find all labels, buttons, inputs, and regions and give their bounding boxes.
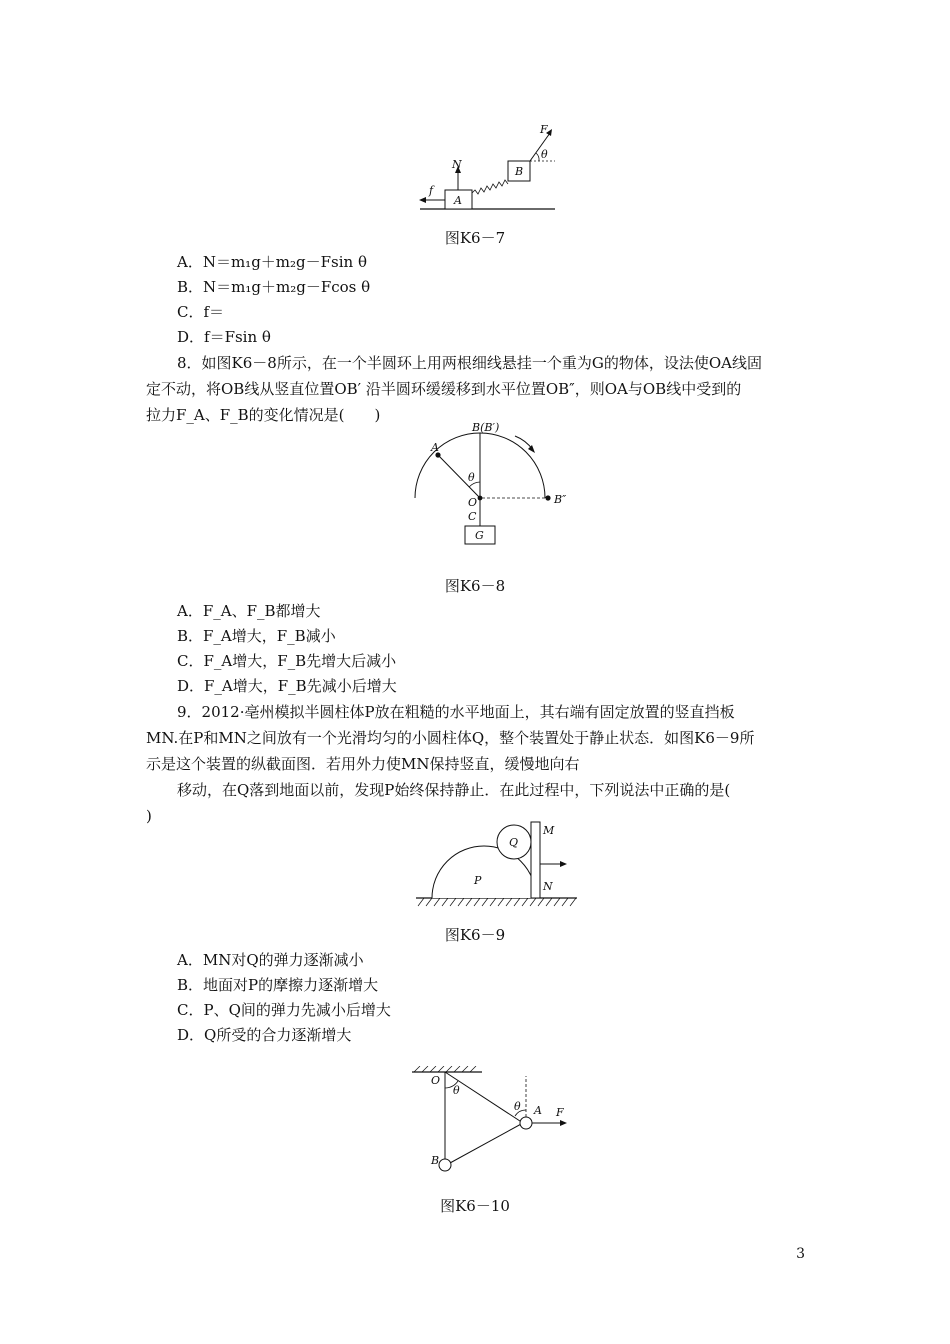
- figure-k6-9: [412, 814, 582, 910]
- fig10-label-theta-o: θ: [453, 1084, 460, 1097]
- fig8-caption: 图K6－8: [444, 577, 506, 595]
- figure-k6-8: [405, 418, 580, 550]
- q9-stem-line-3: 示是这个装置的纵截面图．若用外力使MN保持竖直，缓慢地向右: [146, 755, 580, 773]
- q9-stem-line-5: ): [146, 807, 152, 825]
- page-number: 3: [796, 1246, 805, 1262]
- q8-option-c: C．F_A增大，F_B先增大后减小: [177, 652, 397, 670]
- q9-option-a: A．MN对Q的弹力逐渐减小: [177, 951, 364, 969]
- fig8-label-theta: θ: [468, 471, 475, 484]
- fig8-label-b: B(B′): [472, 421, 500, 434]
- q9-option-d: D．Q所受的合力逐渐增大: [177, 1026, 352, 1044]
- fig8-label-c: C: [468, 510, 477, 523]
- fig7-label-n: N: [452, 158, 462, 171]
- q9-stem-line-1: 9．2012·亳州模拟半圆柱体P放在粗糙的水平地面上，其右端有固定放置的竖直挡板: [177, 703, 735, 721]
- fig9-caption: 图K6－9: [444, 926, 506, 944]
- q7-option-d: D．f＝Fsin θ: [177, 328, 271, 346]
- fig10-label-theta-a: θ: [514, 1100, 521, 1113]
- fig10-label-b: B: [431, 1154, 440, 1167]
- fig9-label-m: M: [543, 824, 555, 837]
- q8-stem-line-1: 8．如图K6－8所示，在一个半圆环上用两根细线悬挂一个重为G的物体，设法使OA线固: [177, 354, 762, 372]
- figure-k6-7: [415, 120, 565, 215]
- fig9-label-q: Q: [509, 836, 519, 849]
- fig7-label-a: A: [454, 194, 462, 207]
- q9-stem-line-2: MN.在P和MN之间放有一个光滑均匀的小圆柱体Q，整个装置处于静止状态．如图K6－9所: [146, 729, 755, 747]
- q7-option-c: C．f＝: [177, 303, 225, 321]
- fig7-label-force: F: [540, 123, 548, 136]
- q8-stem-line-2: 定不动，将OB线从竖直位置OB′ 沿半圆环缓缓移到水平位置OB″，则OA与OB线中受到的: [146, 380, 742, 398]
- q8-option-a: A．F_A、F_B都增大: [177, 602, 321, 620]
- q8-option-d: D．F_A增大，F_B先减小后增大: [177, 677, 397, 695]
- fig8-label-g: G: [475, 529, 484, 542]
- fig7-label-f: f: [429, 184, 434, 197]
- fig10-label-f: F: [556, 1106, 564, 1119]
- fig8-label-o: O: [468, 496, 478, 509]
- q8-option-b: B．F_A增大，F_B减小: [177, 627, 336, 645]
- fig10-caption: 图K6－10: [440, 1197, 510, 1215]
- q9-stem-line-4: 移动，在Q落到地面以前，发现P始终保持静止．在此过程中，下列说法中正确的是(: [177, 781, 731, 799]
- q9-option-c: C．P、Q间的弹力先减小后增大: [177, 1001, 391, 1019]
- q7-option-a: A．N＝m₁g＋m₂g－Fsin θ: [177, 253, 367, 271]
- fig9-label-n: N: [543, 880, 553, 893]
- fig10-label-a: A: [534, 1104, 542, 1117]
- fig8-label-a: A: [431, 441, 439, 454]
- q9-option-b: B．地面对P的摩擦力逐渐增大: [177, 976, 379, 994]
- figure-k6-10: [410, 1066, 580, 1178]
- fig8-label-b2: B″: [554, 493, 567, 506]
- fig7-caption: 图K6－7: [444, 229, 506, 247]
- fig9-label-p: P: [474, 874, 482, 887]
- fig7-label-theta: θ: [541, 148, 548, 161]
- fig7-label-b: B: [515, 165, 524, 178]
- fig10-label-o: O: [431, 1074, 441, 1087]
- q7-option-b: B．N＝m₁g＋m₂g－Fcos θ: [177, 278, 371, 296]
- q8-stem-line-3: 拉力F_A、F_B的变化情况是( ): [146, 406, 381, 424]
